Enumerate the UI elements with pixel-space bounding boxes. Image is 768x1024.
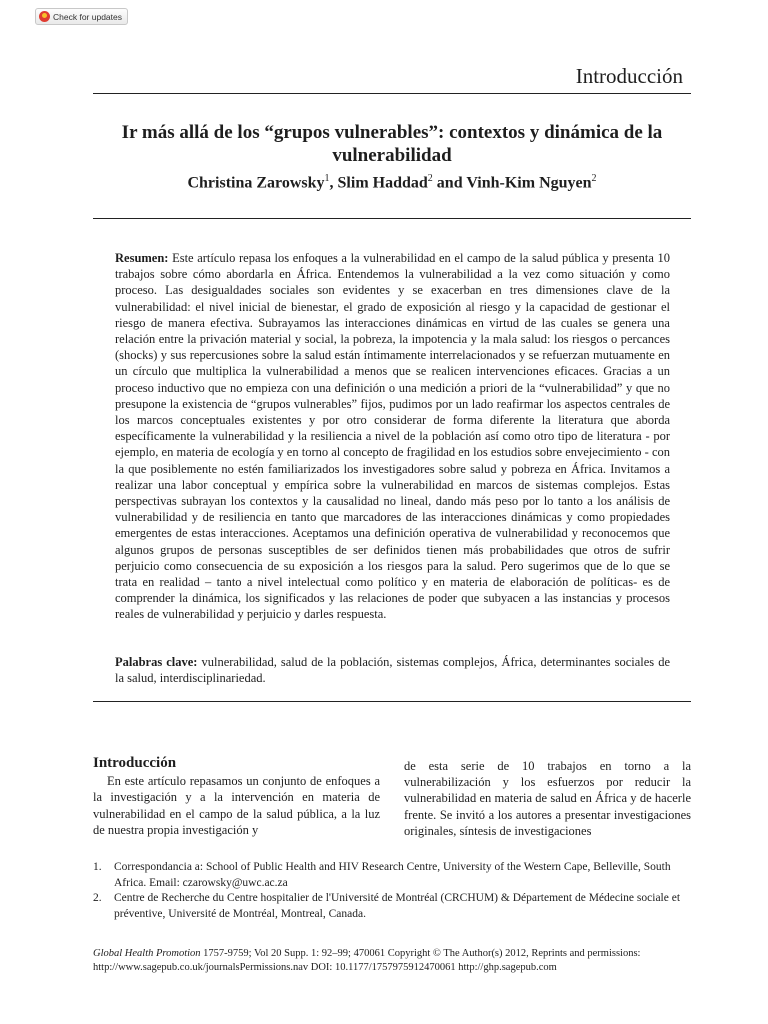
footnote-text: Centre de Recherche du Centre hospitalier de l'Université de Montréal (CRCHUM) & Département de Médecine sociale et préventive, Université de Montréal, Montreal, Canada. bbox=[114, 892, 681, 920]
article-title: Ir más allá de los “grupos vulnerables”: contextos y dinámica de la vulnerabilidad bbox=[121, 122, 663, 166]
author-separator: , bbox=[329, 174, 338, 192]
footnotes bbox=[93, 860, 691, 922]
citation-footer bbox=[93, 947, 703, 975]
abstract-top-rule bbox=[93, 218, 691, 219]
intro-paragraph: En este artículo repasamos un conjunto de enfoques a la investigación y a la intervención en materia de vulnerabilidad en el campo de la salud pública, a la luz de nuestra propia investigación y bbox=[93, 774, 380, 837]
author-affiliation: 1 bbox=[324, 173, 330, 184]
footnote bbox=[93, 860, 691, 891]
abstract-text: Este artículo repasa los enfoques a la vulnerabilidad en el campo de la salud pública y presenta 10 trabajos sobre cómo abordarla en África. Entendemos la vulnerabilidad a la vez como situación y como proceso. Las desigualdades sociales son evidentes y se exacerban en tres dimensiones clave de la vulnerabilidad: el nivel inicial de bienestar, el grado de exposición al riesgo y la capacidad de gestionar el riesgo de manera efectiva. Subrayamos las interacciones dinámicas en virtud de las cuales se genera una relación entre la privación material y social, la pobreza, la impotencia y la mala salud: los riesgos o percances (shocks) y sus repercusiones sobre la salud están íntimamente interrelacionados y se refuerzan mutuamente en un círculo que multiplica la vulnerabilidad a menos que se realicen intervenciones eficaces. Gracias a un proceso inductivo que no empieza con una definición o una medición a priori de la “vulnerabilidad” y que no presupone la existencia de “grupos vulnerables” fijos, pudimos por un lado reafirmar los aspectos centrales de los marcos conceptuales existentes y por otro considerar de forma diferente la literatura que aborda específicamente la vulnerabilidad y la resiliencia a nivel de la población así como otro tipo de literatura - por ejemplo, en materia de ecología y en torno al concepto de fragilidad en los estudios sobre envejecimiento - con la que posiblemente no estén familiarizados los investigadores sobre salud y pobreza en África. Invitamos a realizar una labor conceptual y empírica sobre la vulnerabilidad en marcos de sistemas complejos. Estas perspectivas subrayan los contextos y la causalidad no lineal, dando más peso por lo tanto a los análisis de vulnerabilidad y de resiliencia en tanto que marcadores de las interacciones dinámicas y como propiedades emergentes de estas interacciones. Aceptamos una definición operativa de vulnerabilidad y reconocemos que algunos grupos de personas susceptibles de ser definidos tienen más probabilidades que otros de sufrir perjuicio como consecuencia de su exposición a los riesgos para la salud. Pero sugerimos que de lo que se trata en realidad – tanto a nivel intelectual como político y en materia de elaboración de políticas- es de comprender la dinámica, los significados y las relaciones de poder que subyacen a las instancias y procesos reales de vulnerabilidad y perjuicio y darles respuesta. bbox=[115, 251, 671, 622]
author-list bbox=[93, 173, 691, 192]
top-rule bbox=[93, 93, 691, 94]
check-for-updates-label: Check for updates bbox=[53, 11, 122, 22]
intro-paragraph-continued: de esta serie de 10 trabajos en torno a la vulnerabilización y los esfuerzos por reducir la vulnerabilidad en materia de salud en África y de hacerle frente. Se invitó a los autores a presentar investigaciones originales, síntesis de investigaciones bbox=[404, 759, 691, 838]
author-separator: and bbox=[432, 174, 467, 192]
check-for-updates-button[interactable] bbox=[35, 8, 128, 25]
keywords-text: vulnerabilidad, salud de la población, sistemas complejos, África, determinantes sociales de la salud, interdisciplinariedad. bbox=[115, 655, 670, 686]
abstract-label: Resumen: bbox=[115, 251, 169, 265]
citation-links: http://www.sagepub.co.uk/journalsPermissions.nav DOI: 10.1177/1757975912470061 http://ghp.sagepub.com bbox=[93, 962, 557, 973]
author-name: Slim Haddad bbox=[337, 174, 428, 192]
footnote bbox=[93, 891, 691, 922]
crossmark-icon bbox=[39, 11, 50, 22]
author-affiliation: 2 bbox=[427, 173, 433, 184]
author-name: Vinh-Kim Nguyen bbox=[466, 174, 592, 192]
footnote-number: 1. bbox=[93, 861, 102, 873]
abstract-bottom-rule bbox=[93, 701, 691, 702]
keywords bbox=[115, 654, 670, 686]
body-column-right bbox=[404, 758, 691, 839]
citation-line: 1757-9759; Vol 20 Supp. 1: 92–99; 470061 Copyright © The Author(s) 2012, Reprints and permissions: bbox=[200, 948, 641, 959]
intro-heading: Introducción bbox=[93, 755, 177, 771]
footnote-text: Correspondancia a: School of Public Health and HIV Research Centre, University of the Western Cape, Belleville, South Africa. Email: czarowsky@uwc.ac.za bbox=[114, 861, 671, 889]
abstract bbox=[115, 250, 670, 623]
section-heading: Introducción bbox=[575, 64, 683, 88]
journal-name: Global Health Promotion bbox=[93, 948, 201, 959]
body-column-left bbox=[93, 755, 380, 838]
keywords-label: Palabras clave: bbox=[115, 655, 198, 669]
footnote-number: 2. bbox=[93, 892, 102, 904]
author-affiliation: 2 bbox=[591, 173, 597, 184]
author-name: Christina Zarowsky bbox=[187, 174, 325, 192]
